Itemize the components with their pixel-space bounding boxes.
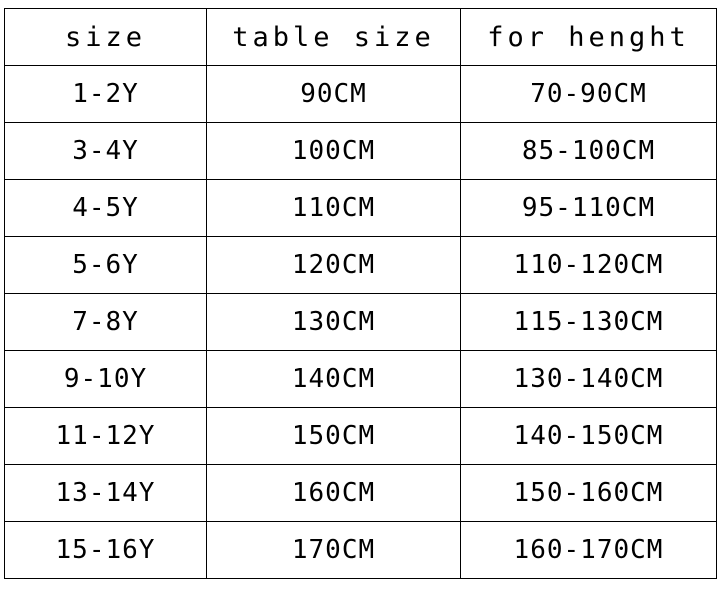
table-row (5, 123, 717, 180)
table-row (5, 522, 717, 579)
cell-table-size: 90CM (207, 66, 461, 123)
table-row (5, 351, 717, 408)
cell-for-height: 160-170CM (461, 522, 717, 579)
cell-table-size: 100CM (207, 123, 461, 180)
cell-size: 11-12Y (5, 408, 207, 465)
cell-table-size: 150CM (207, 408, 461, 465)
column-header-table-size: table size (207, 9, 461, 66)
cell-for-height: 85-100CM (461, 123, 717, 180)
cell-table-size: 130CM (207, 294, 461, 351)
table-row (5, 294, 717, 351)
table-row (5, 408, 717, 465)
table-body (5, 66, 717, 579)
column-header-size: size (5, 9, 207, 66)
cell-size: 4-5Y (5, 180, 207, 237)
cell-for-height: 130-140CM (461, 351, 717, 408)
table-row (5, 66, 717, 123)
table-row (5, 180, 717, 237)
cell-table-size: 140CM (207, 351, 461, 408)
table-row (5, 465, 717, 522)
cell-table-size: 110CM (207, 180, 461, 237)
size-chart-sheet (0, 8, 720, 603)
cell-size: 7-8Y (5, 294, 207, 351)
cell-size: 9-10Y (5, 351, 207, 408)
cell-for-height: 140-150CM (461, 408, 717, 465)
table-header (5, 9, 717, 66)
cell-size: 13-14Y (5, 465, 207, 522)
cell-for-height: 115-130CM (461, 294, 717, 351)
cell-for-height: 110-120CM (461, 237, 717, 294)
cell-table-size: 170CM (207, 522, 461, 579)
cell-for-height: 95-110CM (461, 180, 717, 237)
cell-for-height: 70-90CM (461, 66, 717, 123)
cell-size: 5-6Y (5, 237, 207, 294)
cell-size: 15-16Y (5, 522, 207, 579)
table-row (5, 237, 717, 294)
cell-size: 3-4Y (5, 123, 207, 180)
cell-table-size: 120CM (207, 237, 461, 294)
cell-for-height: 150-160CM (461, 465, 717, 522)
cell-size: 1-2Y (5, 66, 207, 123)
column-header-for-height: for henght (461, 9, 717, 66)
size-chart-table (4, 8, 717, 579)
table-header-row (5, 9, 717, 66)
cell-table-size: 160CM (207, 465, 461, 522)
